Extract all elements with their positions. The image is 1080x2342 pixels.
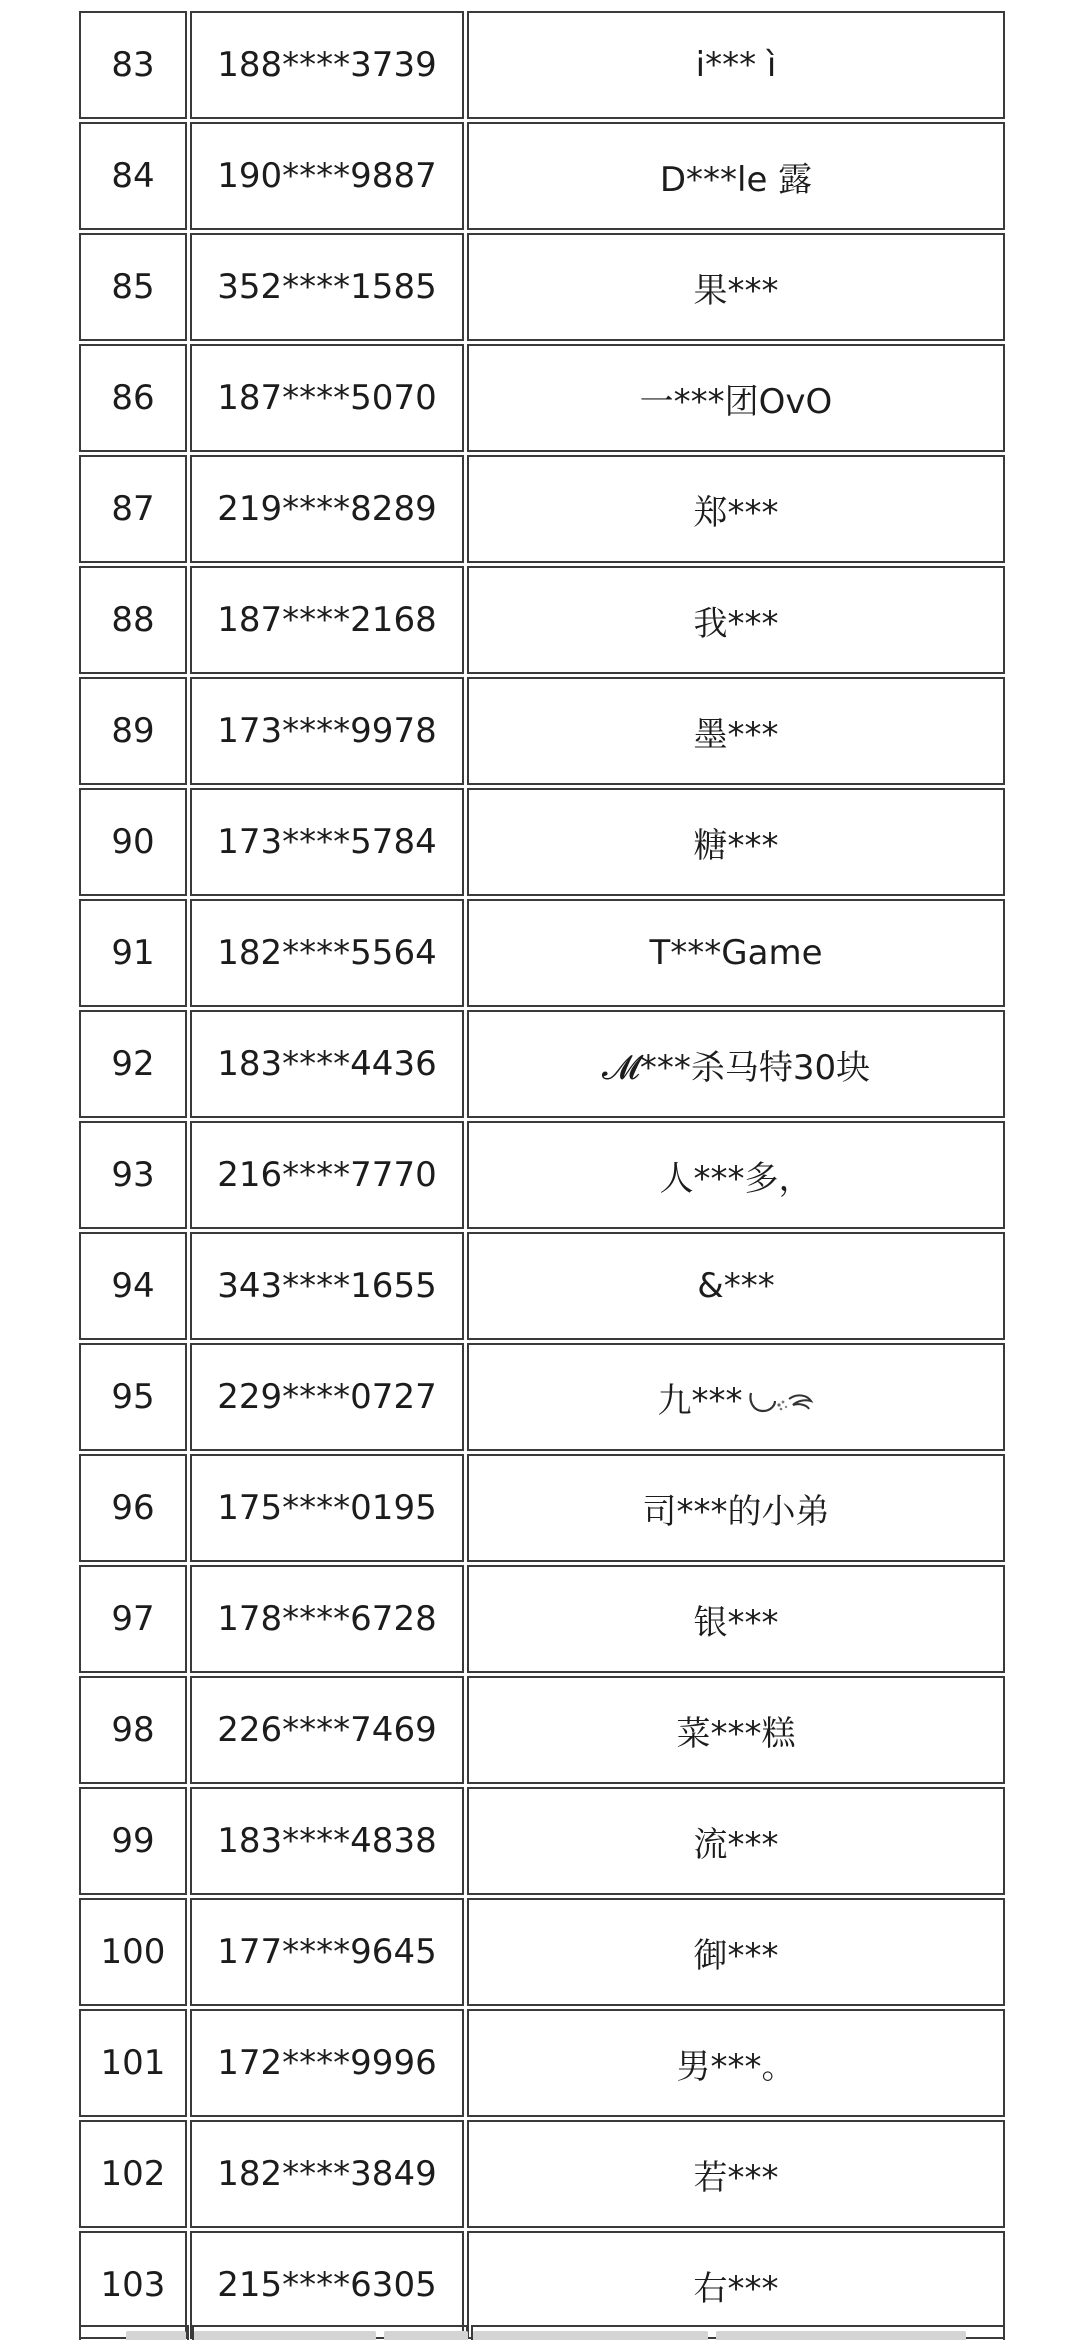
rank-cell: 98: [79, 1676, 187, 1784]
nickname-cell: 流***: [467, 1787, 1005, 1895]
rank-cell: 93: [79, 1121, 187, 1229]
phone-cell: 177****9645: [190, 1898, 464, 2006]
rank-cell: 90: [79, 788, 187, 896]
nickname-cell: 糖***: [467, 788, 1005, 896]
rank-cell: 89: [79, 677, 187, 785]
phone-cell: 352****1585: [190, 233, 464, 341]
table-row: [79, 11, 1005, 119]
table-row: [79, 1787, 1005, 1895]
rank-cell: 94: [79, 1232, 187, 1340]
table-row: [79, 1232, 1005, 1340]
table-row: [79, 1565, 1005, 1673]
rank-cell: 85: [79, 233, 187, 341]
table-row: [79, 566, 1005, 674]
nickname-cell: 果***: [467, 233, 1005, 341]
nickname-cell: &***: [467, 1232, 1005, 1340]
nickname-cell: 右***: [467, 2231, 1005, 2339]
nickname-cell: 我***: [467, 566, 1005, 674]
rank-cell: 83: [79, 11, 187, 119]
phone-cell: 216****7770: [190, 1121, 464, 1229]
phone-cell: 188****3739: [190, 11, 464, 119]
nickname-cell: 墨***: [467, 677, 1005, 785]
phone-cell: 187****5070: [190, 344, 464, 452]
table-row: [79, 1898, 1005, 2006]
table-row: [79, 1454, 1005, 1562]
nickname-cell: [467, 1343, 1005, 1451]
nickname-cell: 菜***糕: [467, 1676, 1005, 1784]
nickname-cell: 𝓜***杀马特30块: [467, 1010, 1005, 1118]
nickname-cell: 郑***: [467, 455, 1005, 563]
nickname-cell: 一***团OvO: [467, 344, 1005, 452]
phone-cell: 175****0195: [190, 1454, 464, 1562]
table-row: [79, 788, 1005, 896]
table-row: [79, 455, 1005, 563]
winners-table: [76, 8, 1008, 2342]
table-row: [79, 1343, 1005, 1451]
rank-cell: 88: [79, 566, 187, 674]
nickname-cell: 御***: [467, 1898, 1005, 2006]
nickname-cell: 若***: [467, 2120, 1005, 2228]
nickname-cell: T***Game: [467, 899, 1005, 1007]
rank-cell: 97: [79, 1565, 187, 1673]
phone-cell: 182****5564: [190, 899, 464, 1007]
table-row: [79, 899, 1005, 1007]
table-row: [79, 1121, 1005, 1229]
phone-cell: 215****6305: [190, 2231, 464, 2339]
rank-cell: 91: [79, 899, 187, 1007]
table-row: [79, 233, 1005, 341]
loading-placeholder-bar: [126, 2331, 186, 2340]
table-row: [79, 2009, 1005, 2117]
phone-cell: 182****3849: [190, 2120, 464, 2228]
loading-placeholder-bar: [194, 2331, 376, 2340]
table-row: [79, 122, 1005, 230]
phone-cell: 190****9887: [190, 122, 464, 230]
rank-cell: 99: [79, 1787, 187, 1895]
rank-cell: 103: [79, 2231, 187, 2339]
table-row: [79, 677, 1005, 785]
phone-cell: 178****6728: [190, 1565, 464, 1673]
nickname-cell: 人***多，: [467, 1121, 1005, 1229]
nickname-text: 九***: [657, 1380, 743, 1421]
loading-placeholder-bar: [384, 2331, 468, 2340]
table-row: [79, 1676, 1005, 1784]
phone-cell: 183****4838: [190, 1787, 464, 1895]
phone-cell: 172****9996: [190, 2009, 464, 2117]
nickname-cell: 司***的小弟: [467, 1454, 1005, 1562]
rank-cell: 95: [79, 1343, 187, 1451]
rank-cell: 84: [79, 122, 187, 230]
rank-cell: 92: [79, 1010, 187, 1118]
rank-cell: 86: [79, 344, 187, 452]
rank-cell: 87: [79, 455, 187, 563]
phone-cell: 219****8289: [190, 455, 464, 563]
rank-cell: 101: [79, 2009, 187, 2117]
table-row: [79, 2120, 1005, 2228]
nickname-cell: 男***。: [467, 2009, 1005, 2117]
nickname-cell: i*** ì: [467, 11, 1005, 119]
winners-table-container: [76, 8, 1008, 2342]
loading-placeholder-bar: [473, 2331, 708, 2340]
table-row: [79, 1010, 1005, 1118]
loading-placeholder-bar: [716, 2331, 966, 2340]
rank-cell: 102: [79, 2120, 187, 2228]
rank-cell: 96: [79, 1454, 187, 1562]
phone-cell: 173****9978: [190, 677, 464, 785]
swirl-emoji-icon: [745, 1385, 815, 1419]
rank-cell: 100: [79, 1898, 187, 2006]
next-row-partial: [76, 2325, 1008, 2340]
phone-cell: 173****5784: [190, 788, 464, 896]
nickname-cell: D***le 露: [467, 122, 1005, 230]
table-row: [79, 344, 1005, 452]
phone-cell: 187****2168: [190, 566, 464, 674]
nickname-cell: 银***: [467, 1565, 1005, 1673]
table-row: [79, 2231, 1005, 2339]
phone-cell: 343****1655: [190, 1232, 464, 1340]
phone-cell: 226****7469: [190, 1676, 464, 1784]
phone-cell: 229****0727: [190, 1343, 464, 1451]
phone-cell: 183****4436: [190, 1010, 464, 1118]
